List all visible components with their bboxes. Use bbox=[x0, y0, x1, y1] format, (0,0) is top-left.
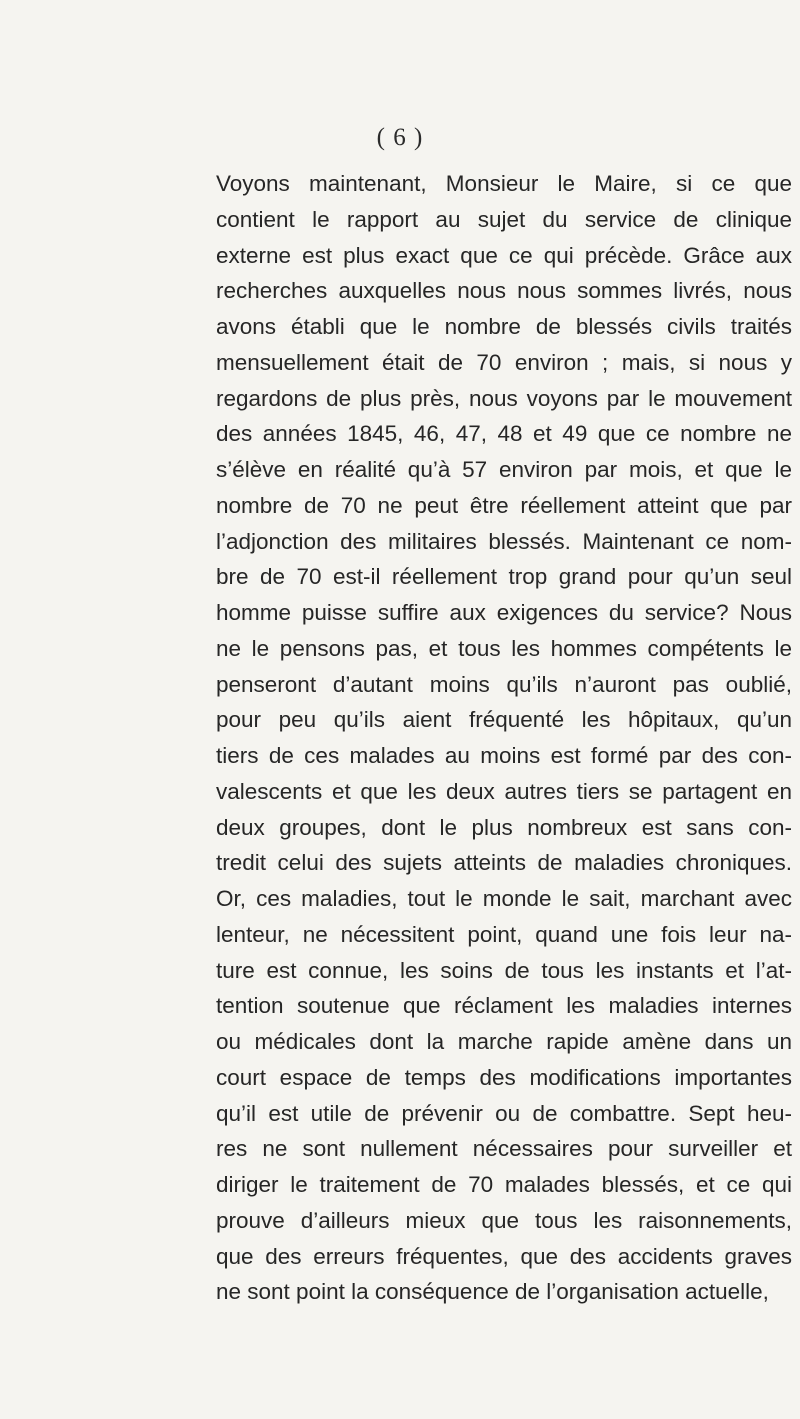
text-line: qu’il est utile de prévenir ou de combattre. Sept heu- bbox=[216, 1100, 792, 1126]
text-line: lenteur, ne nécessitent point, quand une fois leur na- bbox=[216, 921, 792, 947]
text-line: Voyons maintenant, Monsieur le Maire, si ce que bbox=[216, 171, 792, 196]
text-line: ture est connue, les soins de tous les instants et l’at- bbox=[216, 957, 792, 983]
text-line: l’adjonction des militaires blessés. Maintenant ce nom- bbox=[216, 528, 792, 554]
text-line: nombre de 70 ne peut être réellement atteint que par bbox=[216, 492, 792, 518]
text-line: diriger le traitement de 70 malades blessés, et ce qui bbox=[216, 1172, 792, 1197]
text-line: des années 1845, 46, 47, 48 et 49 que ce nombre ne bbox=[216, 421, 792, 447]
text-line: Or, ces maladies, tout le monde le sait, marchant avec bbox=[216, 886, 792, 911]
text-line: tredit celui des sujets atteints de maladies chroniques. bbox=[216, 850, 792, 876]
text-line: s’élève en réalité qu’à 57 environ par mois, et que le bbox=[216, 457, 792, 482]
text-line: tention soutenue que réclament les maladies internes bbox=[216, 993, 792, 1019]
text-line: penseront d’autant moins qu’ils n’auront pas oublié, bbox=[216, 671, 792, 697]
text-line: que des erreurs fréquentes, que des accidents graves bbox=[216, 1243, 792, 1269]
text-line: regardons de plus près, nous voyons par le mouvement bbox=[216, 385, 792, 411]
body-text bbox=[216, 166, 792, 1310]
text-line: pour peu qu’ils aient fréquenté les hôpitaux, qu’un bbox=[216, 707, 792, 733]
text-line: avons établi que le nombre de blessés civils traités bbox=[216, 314, 792, 339]
text-line: recherches auxquelles nous nous sommes livrés, nous bbox=[216, 278, 792, 304]
text-line: valescents et que les deux autres tiers se partagent en bbox=[216, 778, 792, 804]
text-line: prouve d’ailleurs mieux que tous les raisonnements, bbox=[216, 1207, 792, 1233]
text-line: court espace de temps des modifications importantes bbox=[216, 1064, 792, 1090]
text-line: bre de 70 est-il réellement trop grand pour qu’un seul bbox=[216, 564, 792, 590]
text-line: homme puisse suffire aux exigences du service? Nous bbox=[216, 600, 792, 625]
text-line: contient le rapport au sujet du service de clinique bbox=[216, 206, 792, 232]
text-line: res ne sont nullement nécessaires pour surveiller et bbox=[216, 1136, 792, 1162]
text-line: ne sont point la conséquence de l’organisation actuelle, bbox=[216, 1279, 769, 1305]
text-line: ne le pensons pas, et tous les hommes compétents le bbox=[216, 635, 792, 661]
page-number: ( 6 ) bbox=[376, 124, 424, 151]
text-line: mensuellement était de 70 environ ; mais, si nous y bbox=[216, 349, 792, 375]
text-line: tiers de ces malades au moins est formé par des con- bbox=[216, 743, 792, 768]
text-line: externe est plus exact que ce qui précède. Grâce aux bbox=[216, 242, 792, 268]
text-line: deux groupes, dont le plus nombreux est sans con- bbox=[216, 814, 792, 840]
text-line: ou médicales dont la marche rapide amène dans un bbox=[216, 1029, 792, 1054]
